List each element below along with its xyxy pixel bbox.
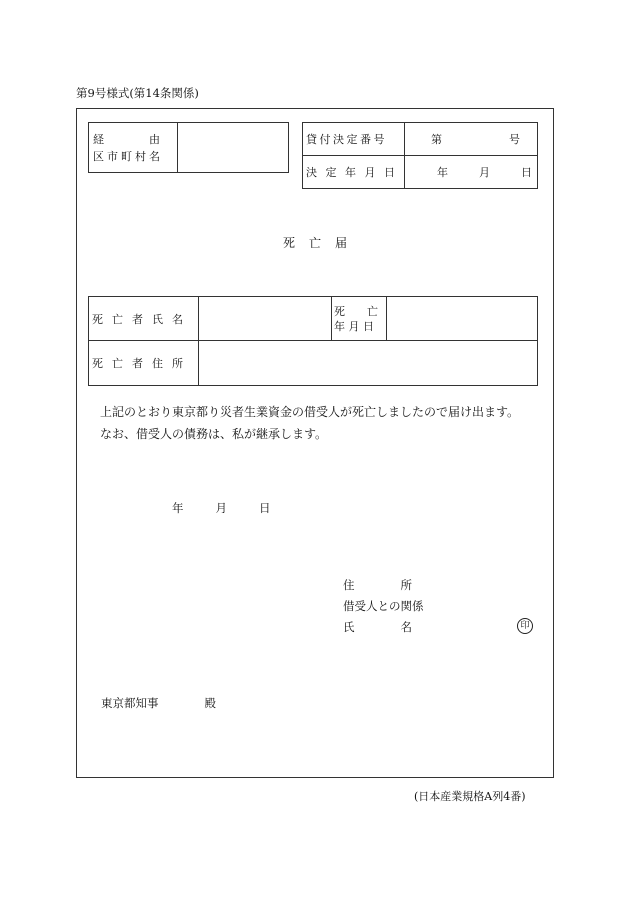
- deceased-name-label-cell: [89, 297, 199, 341]
- addressee-name: 東京都知事: [101, 696, 159, 710]
- decision-date-field[interactable]: [405, 156, 538, 189]
- loan-decision-box: [302, 122, 538, 189]
- municipality-box: [88, 122, 289, 173]
- addressee-honorific: 殿: [204, 696, 216, 710]
- deceased-address-label: 死亡者住所: [92, 357, 192, 370]
- paper-size-note: (日本産業規格A列4番): [414, 790, 526, 803]
- applicant-address-label: 住 所: [343, 578, 412, 592]
- deceased-address-field[interactable]: [199, 341, 538, 386]
- decision-number-label: 貸付決定番号: [306, 133, 387, 146]
- document-title: 死亡届: [282, 236, 361, 250]
- municipality-label-line1: 経 由: [93, 132, 163, 146]
- relation-label: 借受人との関係: [343, 599, 424, 613]
- form-number: 第9号様式(第14条関係): [76, 86, 199, 100]
- body-line-1: 上記のとおり東京都り災者生業資金の借受人が死亡しましたので届け出ます。: [100, 405, 520, 419]
- death-date-label-line1: 死 亡: [334, 304, 378, 318]
- death-date-label-cell: [332, 297, 387, 341]
- submission-date: 年 月 日: [172, 501, 274, 515]
- deceased-name-field[interactable]: [199, 297, 332, 341]
- municipality-label: [89, 123, 178, 173]
- decision-date-label-cell: [303, 156, 405, 189]
- deceased-table: [88, 296, 538, 386]
- seal-mark: 印: [517, 618, 533, 634]
- applicant-name-label: 氏 名: [343, 620, 412, 634]
- decision-date-value: 年 月 日: [437, 166, 535, 179]
- deceased-name-label: 死亡者氏名: [92, 312, 192, 326]
- form-frame: [76, 108, 554, 778]
- decision-number-field[interactable]: [405, 123, 538, 156]
- addressee: [101, 695, 216, 711]
- decision-number-value: 第 号: [431, 133, 522, 146]
- municipality-field[interactable]: [178, 123, 289, 173]
- municipality-label-line2: 区市町村名: [93, 149, 163, 163]
- decision-number-label-cell: [303, 123, 405, 156]
- death-date-field[interactable]: [387, 297, 538, 341]
- body-line-2: なお、借受人の債務は、私が継承します。: [100, 427, 328, 441]
- death-date-label-line2: 年 月 日: [334, 319, 374, 333]
- deceased-address-label-cell: [89, 341, 199, 386]
- decision-date-label: 決定年月日: [306, 166, 404, 179]
